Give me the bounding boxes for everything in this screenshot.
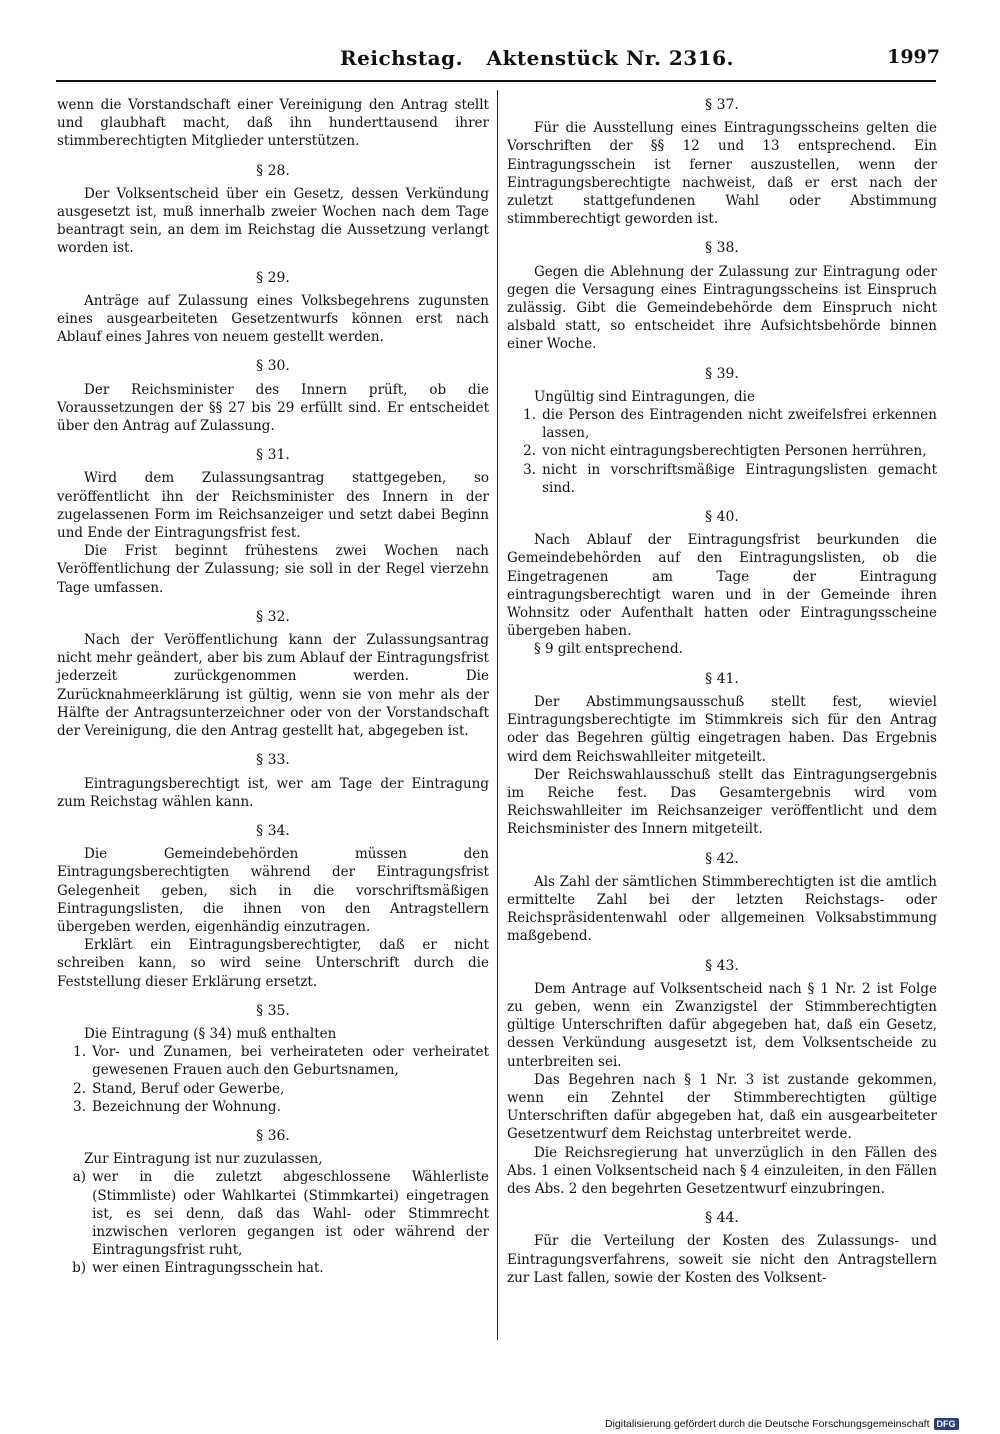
page-number: 1997 [887, 46, 940, 68]
paragraph: Wird dem Zulassungsantrag stattgegeben, so veröffentlicht ihn der Reichsminister des Innern in der zugelassenen Form im Reichsanzeiger und setzt dabei Beginn und Ende der Eintragungsfrist fest. [57, 470, 489, 542]
paragraph: Für die Ausstellung eines Eintragungsscheins gelten die Vorschriften der §§ 12 und 13 entsprechend. Ein Eintragungsschein ist ferner auszustellen, wenn der Eintragungsberechtigte nachweist, daß er erst nach der zuletzt stattgefundenen Wahl oder Abstimmung stimmberechtigt geworden ist. [507, 120, 937, 228]
paragraph: Erklärt ein Eintragungsberechtigter, daß er nicht schreiben kann, so wird seine Unterschrift durch die Feststellung dieser Erklärung ersetzt. [57, 937, 489, 990]
paragraph: Der Reichswahlausschuß stellt das Eintragungsergebnis im Reiche fest. Das Gesamtergebnis wird vom Reichswahlleiter im Reichsanzeiger veröffentlicht und dem Reichsminister des Innern mitgeteilt. [507, 766, 937, 838]
list-item [507, 461, 937, 497]
header-rule [56, 80, 936, 82]
list-marker: a) [72, 1169, 87, 1186]
section-heading: § 29. [256, 269, 290, 286]
paragraph: § 9 gilt entsprechend. [534, 641, 683, 658]
list-item [507, 406, 937, 442]
paragraph: Als Zahl der sämtlichen Stimmberechtigten ist die amtlich ermittelte Zahl bei der letzten Reichstags- oder Reichspräsidentenwahl oder allgemeinen Volksabstimmung maßgebend. [507, 873, 937, 945]
list-item [57, 1098, 489, 1116]
list-text: Vor- und Zunamen, bei verheirateten oder verheiratet gewesenen Frauen auch den Geburtsnamen, [92, 1044, 489, 1079]
running-header [340, 46, 940, 74]
list-marker: 3. [523, 461, 537, 478]
lettered-list [57, 1168, 489, 1277]
section-heading: § 34. [256, 822, 290, 839]
paragraph: Nach Ablauf der Eintragungsfrist beurkunden die Gemeindebehörden auf den Eintragungslisten, ob die Eingetragenen am Tage der Eintragung eintragungsberechtigt waren und in der Gemeinde ihren Wohnsitz oder Aufenthalt hatten oder Eintragungsscheine übergeben haben. [507, 532, 937, 640]
numbered-list [507, 406, 937, 497]
paragraph: Der Abstimmungsausschuß stellt fest, wieviel Eintragungsberechtigte im Stimmkreis sich für den Antrag oder das Begehren gültig eingetragen haben. Das Ergebnis wird dem Reichswahlleiter mitgeteilt. [507, 693, 937, 765]
section-heading: § 44. [705, 1210, 739, 1227]
paragraph: Die Reichsregierung hat unverzüglich in den Fällen des Abs. 1 einen Volksentscheid nach § 4 einzuleiten, in den Fällen des Abs. 2 den begehrten Gesetzentwurf einzubringen. [507, 1144, 937, 1197]
credit-text: Digitalisierung gefördert durch die Deutsche Forschungsgemeinschaft [605, 1418, 930, 1430]
section-heading: § 40. [705, 509, 739, 526]
paragraph: Die Gemeindebehörden müssen den Eintragungsberechtigten während der Eintragungsfrist Gelegenheit geben, sich in die vorschriftsmäßigen Eintragungslisten, die ihnen von den Antragstellern übergeben werden, eigenhändig einzutragen. [57, 846, 489, 935]
paragraph: Gegen die Ablehnung der Zulassung zur Eintragung oder gegen die Versagung eines Eintragungsscheins ist Einspruch zulässig. Gibt die Gemeindebehörde dem Einspruch nicht alsbald statt, so entscheidet ihre Aufsichtsbehörde binnen einer Woche. [507, 263, 937, 353]
paragraph: Das Begehren nach § 1 Nr. 3 ist zustande gekommen, wenn ein Zehntel der Stimmberechtigten gültige Unterschriften dafür abgegeben hat, daß ein ausgearbeiteter Gesetzentwurf dem Reichstag unterbreitet werde. [507, 1071, 937, 1143]
list-marker: 3. [73, 1098, 87, 1115]
section-heading: § 38. [705, 240, 739, 257]
digitization-credit [605, 1418, 959, 1430]
running-title-left: Reichstag. [340, 46, 464, 70]
section-heading: § 35. [256, 1002, 290, 1019]
section-heading: § 32. [256, 608, 290, 625]
paragraph: Anträge auf Zulassung eines Volksbegehrens zugunsten eines ausgearbeiteten Gesetzentwurfs können erst nach Ablauf eines Jahres von neuem gestellt werden. [57, 292, 489, 346]
column-divider [497, 90, 498, 1340]
paragraph: Zur Eintragung ist nur zuzulassen, [84, 1151, 323, 1168]
numbered-list [57, 1043, 489, 1116]
section-heading: § 36. [256, 1127, 290, 1144]
list-item [507, 442, 937, 460]
paragraph: Eintragungsberechtigt ist, wer am Tage der Eintragung zum Reichstag wählen kann. [57, 775, 489, 810]
list-item [57, 1259, 489, 1277]
list-marker: 2. [523, 443, 537, 460]
list-text: wer in die zuletzt abgeschlossene Wählerliste (Stimmliste) oder Wahlkartei (Stimmkartei) eingetragen ist, es sei denn, daß das Wahl- oder Stimmrecht inzwischen verloren gegangen ist oder während der Eintragungsfrist ruht, [92, 1169, 489, 1259]
paragraph: wenn die Vorstandschaft einer Vereinigung den Antrag stellt und glaubhaft macht, daß ihn hunderttausend ihrer stimmberechtigten Mitglieder unterstützen. [57, 97, 489, 150]
left-column [57, 96, 489, 1278]
list-marker: b) [72, 1260, 87, 1277]
section-heading: § 30. [256, 358, 290, 375]
list-marker: 1. [523, 407, 537, 424]
list-text: die Person des Eintragenden nicht zweifelsfrei erkennen lassen, [542, 407, 937, 442]
paragraph: Die Frist beginnt frühestens zwei Wochen nach Veröffentlichung der Zulassung; sie soll in der Regel vierzehn Tage umfassen. [57, 543, 489, 596]
paragraph: Der Reichsminister des Innern prüft, ob die Voraussetzungen der §§ 27 bis 29 erfüllt sind. Er entscheidet über den Antrag auf Zulassung. [57, 381, 489, 435]
paragraph: Dem Antrage auf Volksentscheid nach § 1 Nr. 2 ist Folge zu geben, wenn ein Zwanzigstel der Stimmberechtigten gültige Unterschriften dafür abgegeben hat, daß ein Gesetz, dessen Verkündung ausgesetzt ist, dem Volksentscheide zu unterbreiten sei. [507, 980, 937, 1070]
list-text: wer einen Eintragungsschein hat. [92, 1260, 324, 1277]
section-heading: § 42. [705, 850, 739, 867]
section-heading: § 41. [705, 670, 739, 687]
list-text: nicht in vorschriftsmäßige Eintragungslisten gemacht sind. [542, 461, 937, 496]
paragraph: Der Volksentscheid über ein Gesetz, dessen Verkündung ausgesetzt ist, muß innerhalb zweier Wochen nach dem Tage beantragt sein, an dem im Reichstag die Aussetzung verlangt worden ist. [57, 185, 489, 257]
section-heading: § 33. [256, 752, 290, 769]
dfg-logo: DFG [934, 1418, 959, 1430]
paragraph: Die Eintragung (§ 34) muß enthalten [84, 1025, 337, 1042]
list-item [57, 1168, 489, 1259]
section-heading: § 31. [256, 447, 290, 464]
running-title [340, 46, 750, 70]
list-item [57, 1080, 489, 1098]
list-marker: 2. [73, 1080, 87, 1097]
section-heading: § 43. [705, 957, 739, 974]
section-heading: § 37. [705, 97, 739, 113]
paragraph: Nach der Veröffentlichung kann der Zulassungsantrag nicht mehr geändert, aber bis zum Ablauf der Eintragungsfrist jederzeit zurückgenommen werden. Die Zurücknahmeerklärung ist gültig, wenn sie von mehr als der Hälfte der Antragsunterzeichner oder von der Vorstandschaft der Vereinigung, die den Antrag gestellt hat, abgegeben ist. [57, 632, 489, 740]
list-marker: 1. [73, 1044, 87, 1061]
running-title-right: Aktenstück Nr. 2316. [486, 46, 734, 70]
paragraph: Ungültig sind Eintragungen, die [534, 388, 755, 405]
list-text: Stand, Beruf oder Gewerbe, [92, 1080, 285, 1097]
list-item [57, 1043, 489, 1079]
section-heading: § 28. [256, 162, 290, 179]
list-text: Bezeichnung der Wohnung. [92, 1098, 281, 1115]
list-text: von nicht eintragungsberechtigten Personen herrühren, [542, 443, 927, 460]
right-column [507, 96, 937, 1287]
paragraph: Für die Verteilung der Kosten des Zulassungs- und Eintragungsverfahrens, soweit sie nicht den Antragstellern zur Last fallen, sowie der Kosten des Volksent- [507, 1233, 937, 1286]
section-heading: § 39. [705, 365, 739, 382]
